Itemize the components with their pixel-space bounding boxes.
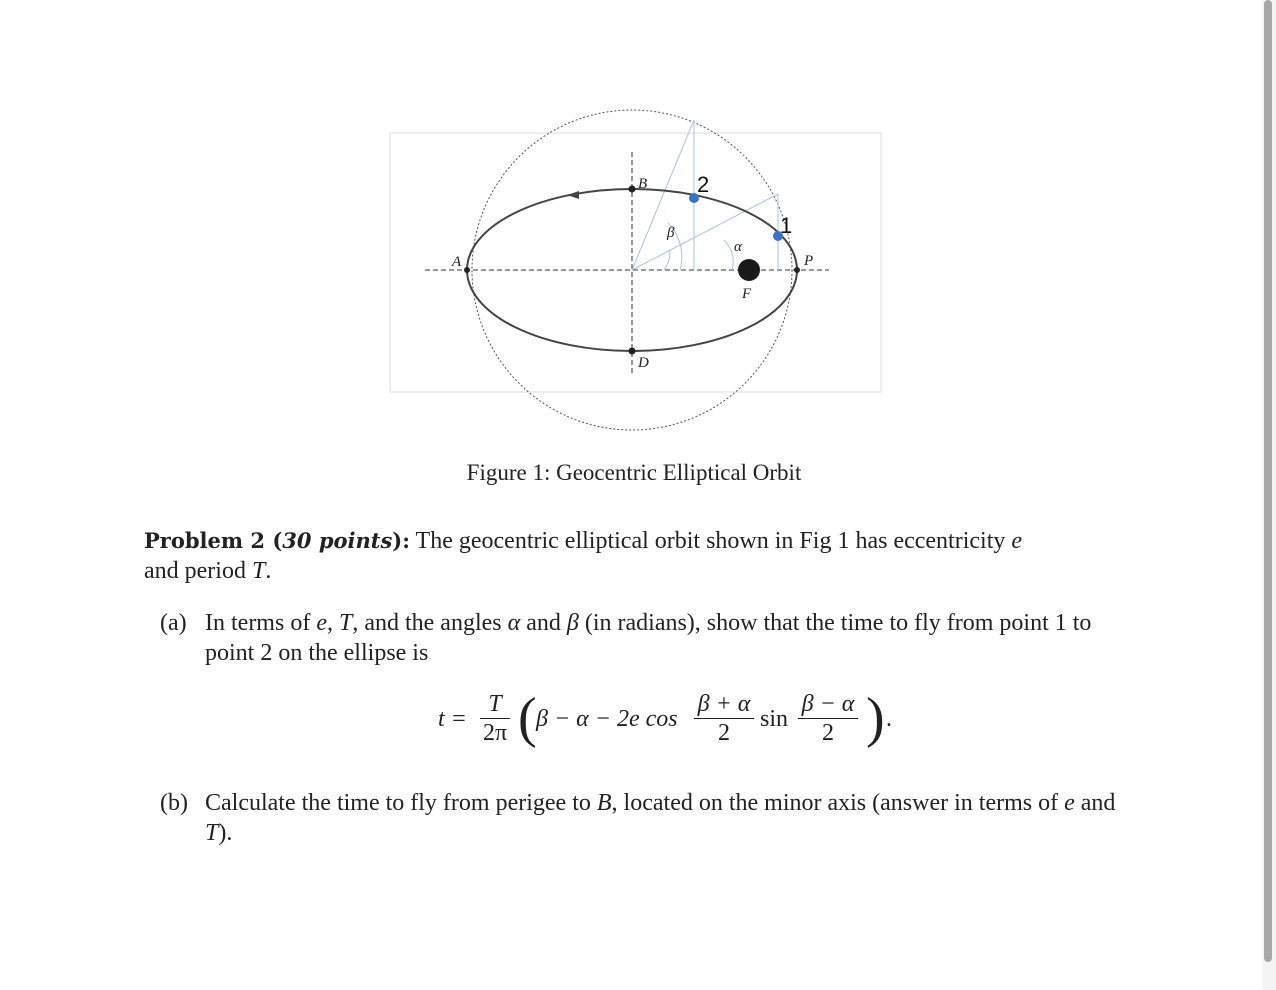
problem-statement: Problem 2 (30 points): The geocentric elliptical orbit shown in Fig 1 has eccentricity e and period T. <box>144 528 1023 584</box>
eq-fraction-difference: $\frac{\beta - \alpha}{2}$ <box>798 690 858 747</box>
part-b-text: Calculate the time to fly from perigee to B, located on the minor axis (answer in terms of e and T). <box>205 790 1116 846</box>
label-B: B <box>638 176 648 192</box>
label-D: D <box>638 355 649 371</box>
part-b-marker: (b) <box>160 790 188 816</box>
direction-arrow <box>567 191 579 199</box>
figure-caption: Figure 1: Geocentric Elliptical Orbit <box>466 460 802 485</box>
label-position-2: 2 <box>697 172 710 197</box>
part-a-marker: (a) <box>160 610 187 636</box>
label-P: P <box>804 253 814 269</box>
label-position-1: 1 <box>780 213 793 238</box>
part-a-text: In terms of e, T, and the angles α and β (in radians), show that the time to fly from point 1 to point 2 on the ellipse is <box>205 610 1092 666</box>
eq-sin: sin <box>760 706 789 732</box>
eq-middle-term: β − α − 2e cos <box>536 706 678 732</box>
eq-lhs: t = <box>438 706 467 732</box>
label-beta: β <box>667 225 675 241</box>
eq-fraction-period: $\frac{T}{2\pi}$ <box>480 690 510 747</box>
point-B <box>629 186 636 193</box>
eq-period: . <box>886 706 892 732</box>
label-A: A <box>452 254 462 270</box>
label-F: F <box>742 286 752 302</box>
point-A <box>464 267 470 273</box>
point-P <box>794 267 800 273</box>
point-D <box>629 348 636 355</box>
label-alpha: α <box>734 239 742 255</box>
orbit-figure <box>389 100 889 440</box>
eq-close-paren: ) <box>866 687 885 749</box>
eq-fraction-sum: $\frac{\beta + \alpha}{2}$ <box>694 690 754 747</box>
eq-open-paren: ( <box>518 687 537 749</box>
focus-earth <box>738 259 760 281</box>
problem-heading: Problem 2 (30 points): <box>144 528 410 553</box>
